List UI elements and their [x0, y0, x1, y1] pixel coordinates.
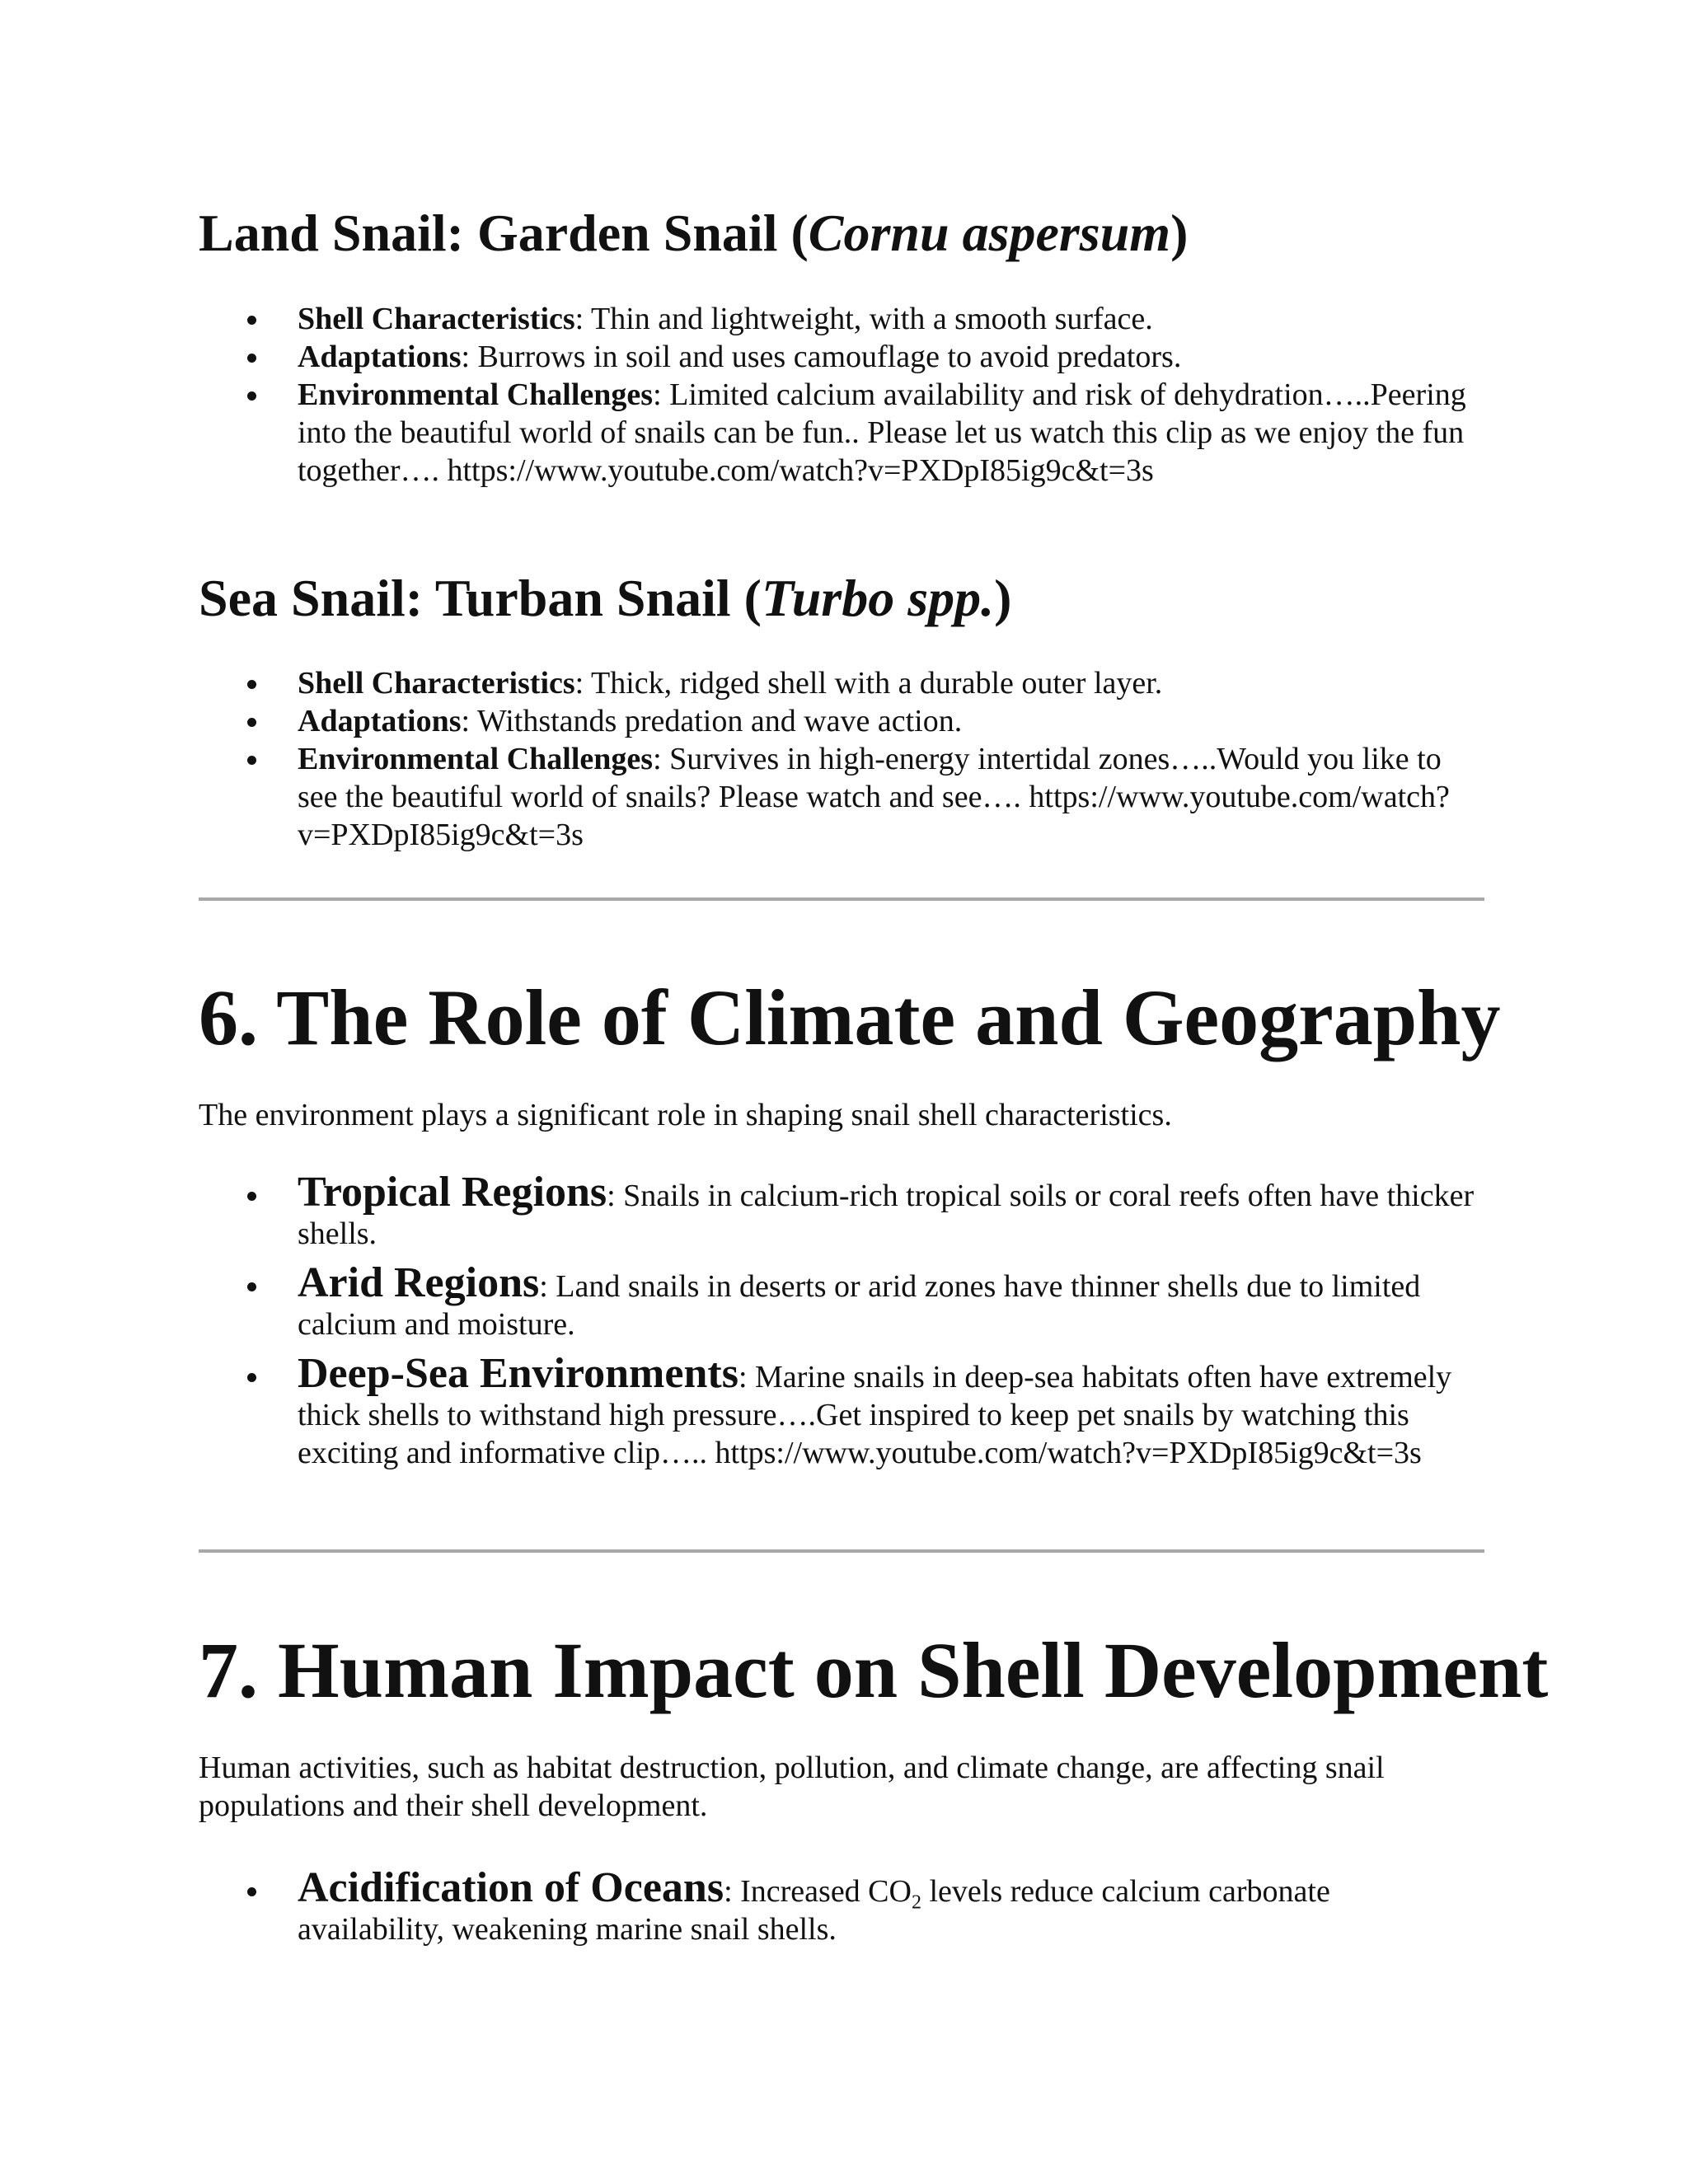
bullet-icon — [247, 1373, 256, 1382]
list-item — [199, 300, 1484, 338]
sea-snail-heading-prefix: Sea Snail: Turban Snail ( — [199, 569, 762, 627]
list-item-term: Adaptations — [298, 340, 462, 374]
bullet-icon — [247, 354, 256, 363]
list-item-text: : Withstands predation and wave action. — [461, 704, 963, 738]
list-item-text: : Snails in calcium-rich tropical soils or coral reefs often have thicker shells. — [298, 1179, 1475, 1251]
bullet-icon — [247, 680, 256, 689]
list-item — [199, 1169, 1484, 1253]
bullet-icon — [247, 1192, 256, 1201]
list-item-text: : Thick, ridged shell with a durable outer layer. — [574, 666, 1163, 701]
list-item-text: : Marine snails in deep-sea habitats often have extremely thick shells to withstand high pressure….Get inspired to keep pet snails by watching this exciting and informative clip….. https://www.youtube.com/watch?v=PXDpI85ig9c&t=3s — [298, 1360, 1452, 1470]
list-item — [199, 702, 1484, 740]
sea-snail-heading-suffix: ) — [994, 569, 1012, 627]
section-divider — [199, 1549, 1484, 1553]
land-snail-list — [199, 300, 1484, 490]
bullet-icon — [247, 316, 256, 325]
bullet-icon — [247, 756, 256, 765]
human-impact-heading: 7. Human Impact on Shell Development — [199, 1626, 1549, 1714]
list-item-term: Environmental Challenges — [298, 742, 654, 776]
land-snail-heading — [199, 202, 1188, 265]
human-impact-intro: Human activities, such as habitat destruction, pollution, and climate change, are affecting snail populations and their shell development. — [199, 1750, 1385, 1823]
sea-snail-list — [199, 664, 1484, 854]
list-item-term: Arid Regions — [298, 1259, 540, 1306]
section-divider — [199, 898, 1484, 901]
climate-intro: The environment plays a significant role in shaping snail shell characteristics. — [199, 1098, 1172, 1132]
list-item-text: : Survives in high-energy intertidal zones…..Would you like to see the beautiful world of snails? Please watch and see…. https://www.youtube.com/watch?v=PXDpI85ig9c&t=3s — [298, 742, 1450, 852]
list-item-text: : Burrows in soil and uses camouflage to avoid predators. — [461, 340, 1182, 374]
sea-snail-heading — [199, 567, 1011, 630]
list-item — [199, 338, 1484, 376]
list-item — [199, 664, 1484, 702]
list-item-text: : Thin and lightweight, with a smooth surface. — [574, 302, 1153, 336]
list-item-text-continued: levels reduce calcium carbonate availability, weakening marine snail shells. — [298, 1874, 1330, 1947]
list-item-term: Acidification of Oceans — [298, 1864, 724, 1911]
list-item-term: Adaptations — [298, 704, 462, 738]
list-item-text: : Land snails in deserts or arid zones have thinner shells due to limited calcium and moisture. — [298, 1269, 1421, 1342]
list-item-text: : Increased CO — [724, 1874, 912, 1909]
land-snail-heading-suffix: ) — [1170, 204, 1189, 262]
land-snail-species: Cornu aspersum — [808, 204, 1171, 262]
climate-list — [199, 1169, 1484, 1472]
list-item-text: : Limited calcium availability and risk of dehydration…..Peering into the beautiful world of snails can be fun.. Please let us watch this clip as we enjoy the fun together…. https://www.youtube.com/watch?v=PXDpI85ig9c&t=3s — [298, 377, 1466, 488]
list-item — [199, 1259, 1484, 1343]
climate-heading: 6. The Role of Climate and Geography — [199, 973, 1501, 1062]
list-item-term: Environmental Challenges — [298, 377, 654, 412]
list-item — [199, 1864, 1484, 1948]
list-item-term: Shell Characteristics — [298, 666, 575, 701]
sea-snail-species: Turbo spp. — [761, 569, 995, 627]
bullet-icon — [247, 1887, 256, 1896]
list-item — [199, 1350, 1484, 1472]
human-impact-list — [199, 1864, 1484, 1948]
subscript: 2 — [911, 1891, 921, 1914]
land-snail-heading-prefix: Land Snail: Garden Snail ( — [199, 204, 809, 262]
bullet-icon — [247, 1282, 256, 1291]
bullet-icon — [247, 391, 256, 401]
list-item-term: Shell Characteristics — [298, 302, 575, 336]
list-item-term: Tropical Regions — [298, 1169, 607, 1216]
bullet-icon — [247, 718, 256, 727]
list-item — [199, 376, 1484, 490]
list-item-term: Deep-Sea Environments — [298, 1350, 738, 1397]
list-item — [199, 740, 1484, 854]
